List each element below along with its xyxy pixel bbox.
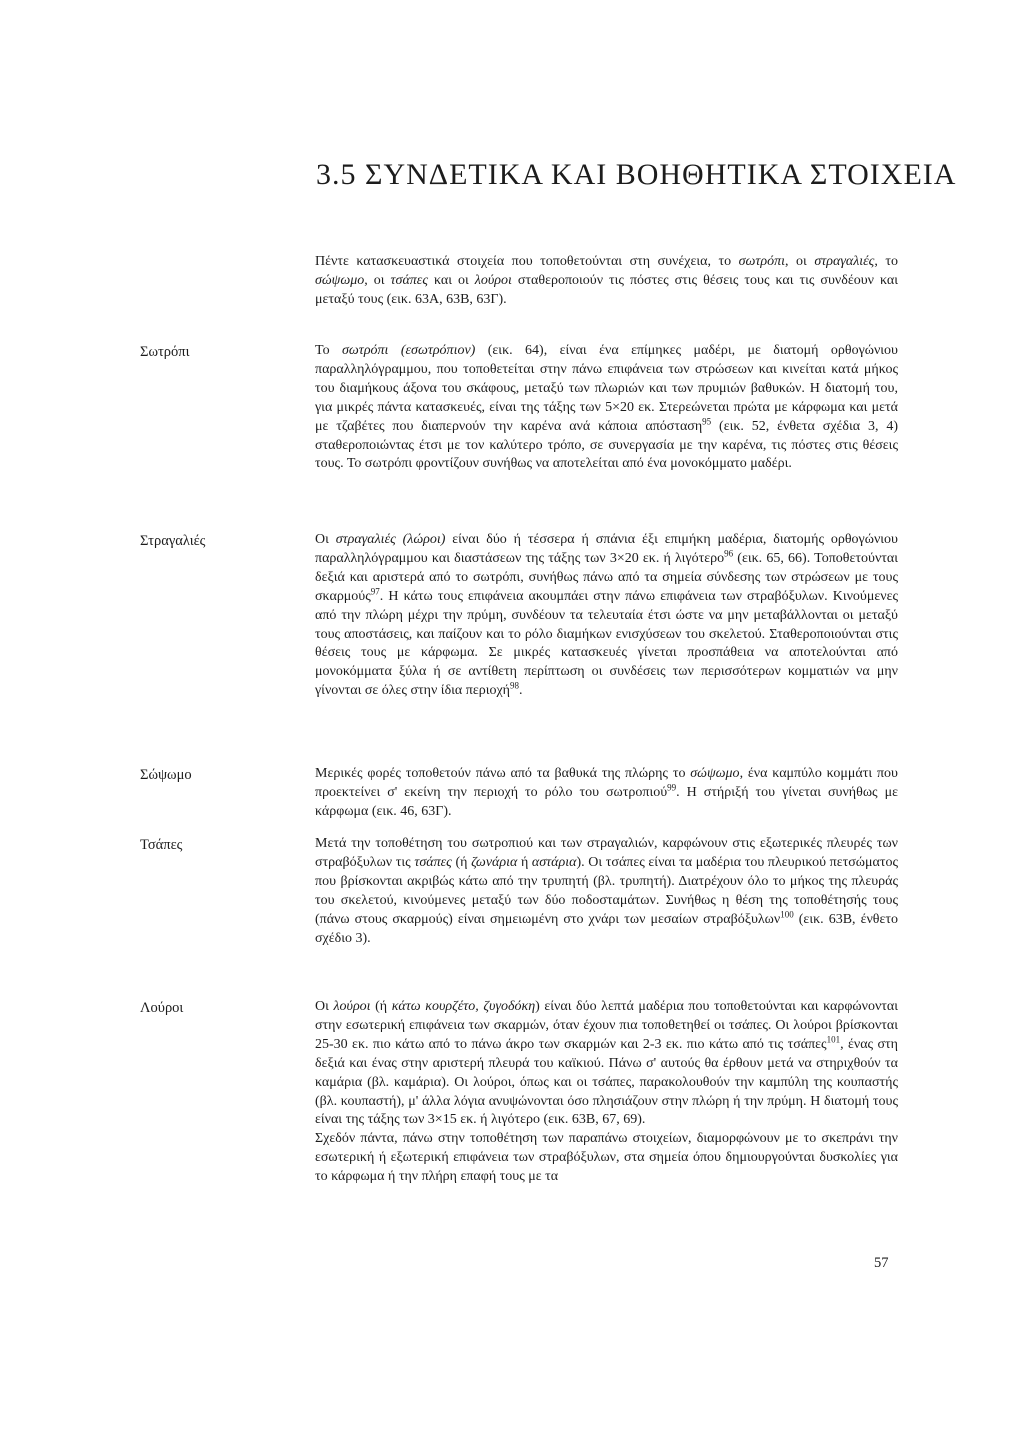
footnote-ref: 101 [826, 1034, 841, 1045]
section-title-louroi: Λούροι [140, 1000, 184, 1016]
footnote-ref: 98 [510, 680, 520, 691]
page-number: 57 [874, 1255, 889, 1271]
page-title: 3.5 ΣΥΝΔΕΤΙΚΑ ΚΑΙ ΒΟΗΘΗΤΙΚΑ ΣΤΟΙΧΕΙΑ [316, 158, 957, 191]
section-title-sopsomo: Σώψωμο [140, 767, 192, 783]
footnote-ref: 95 [702, 415, 712, 426]
footnote-ref: 96 [724, 548, 734, 559]
louroi-paragraph: Οι λούροι (ή κάτω κουρζέτο, ζυγοδόκη) είναι δύο λεπτά μαδέρια που τοποθετούνται και καρφώνονται στην εσωτερική επιφάνεια των σκαρμών, όταν έχουν πια τοποθετηθεί οι τσάπες. Οι λούροι βρίσκονται 25-30 εκ. πιο κάτω από το πάνω άκρο των σκαρμών και 2-3 εκ. πιο κάτω από τις τσάπες$^{101}$, ένας στη δεξιά και ένας στην αριστερή πλευρά του καϊκιού. Πάνω σ' αυτούς θα έρθουν μετά να στηριχθούν τα καμάρια (βλ. καμάρια). Οι λούροι, όπως και οι τσάπες, παρακολουθούν την καμπύλη της κουπαστής (βλ. κουπαστή), μ' άλλα λόγια ανυψώνονται όσο πλησιάζουν στην πλώρη ή την πρύμη. Η διατομή τους είναι της τάξης των 3×15 εκ. ή λιγότερο (εικ. 63Β, 67, 69). Σχεδόν πάντα, πάνω στην τοποθέτηση των παραπάνω στοιχείων, διαμορφώνουν με το σκεπράνι την εσωτερική ή εξωτερική επιφάνεια των στραβόξυλων, στα σημεία όπου δημιουργούνται δυσκολίες για το κάρφωμα ή την πλήρη επαφή τους με τα [315, 999, 898, 1185]
section-title-stragalies: Στραγαλιές [140, 533, 206, 549]
footnote-ref: 100 [780, 908, 794, 919]
tsapes-paragraph: Μετά την τοποθέτηση του σωτροπιού και των στραγαλιών, καρφώνουν στις εξωτερικές πλευρές των στραβόξυλων τις τσάπες (ή ζωνάρια ή αστάρια). Οι τσάπες είναι τα μαδέρια του πλευρικού πετσώματος που βρίσκονται ακριβώς κάτω από την τρυπητή (βλ. τρυπητή). Διατρέχουν όλο το μήκος της πλευράς του σκελετού, κινούμενες μεταξύ των δύο ποδοσταμάτων. Συνήθως η θέση της τοποθέτησής τους (πάνω στους σκαρμούς) είναι σημειωμένη στο χνάρι των μεσαίων στραβόξυλων$^{100}$ (εικ. 63Β, ένθετο σχέδιο 3). [315, 836, 899, 946]
sotropi-paragraph: Το σωτρόπι (εσωτρόπιον) (εικ. 64), είναι ένα επίμηκες μαδέρι, με διατομή ορθογώνιου παραλληλόγραμμου, που τοποθετείται στην πάνω επιφάνεια των στρώσεων και κινείται κατά μήκος του διαμήκους άξονα του σκάφους, μεταξύ των πλωριών και των πρυμιών βαθυκών. Η διατομή του, για μικρές πάντα κατασκευές, είναι της τάξης των 5×20 εκ. Στερεώνεται πρώτα με κάρφωμα και μετά με τζαβέτες που διαπερνούν την καρένα ανά κάποια απόσταση$^{95}$ (εικ. 52, ένθετα σχέδια 3, 4) σταθεροποιώντας έτσι με τον καλύτερο τρόπο, σε συνεργασία με την καρένα, τις πόστες στις θέσεις τους. Το σωτρόπι φροντίζουν συνήθως να αποτελείται από ένα μονοκόμματο μαδέρι. [315, 343, 899, 472]
stragalies-paragraph: Οι στραγαλιές (λώροι) είναι δύο ή τέσσερα ή σπάνια έξι επιμήκη μαδέρια, διατομής ορθογώνιου παραλληλόγραμμου και διαστάσεων της τάξης των 3×20 εκ. ή λιγότερο$^{96}$ (εικ. 65, 66). Τοποθετούνται δεξιά και αριστερά από το σωτρόπι, συνήθως πάνω από τα σημεία σύνδεσης των στρώσεων με τους σκαρμούς$^{97}$. Η κάτω τους επιφάνεια ακουμπάει στην πάνω επιφάνεια των στραβόξυλων. Κινούμενες από την πλώρη μέχρι την πρύμη, συνδέουν τα τελευταία έτσι ώστε να μην μεταβάλλονται οι μεταξύ τους αποστάσεις, και παίζουν και το ρόλο διαμήκων ενισχύσεων του σκελετού. Σταθεροποιούνται στις θέσεις τους με κάρφωμα. Σε μικρές κατασκευές γίνεται προσπάθεια να αποτελούνται από μονοκόμματα ξύλα ή σε αντίθετη περίπτωση οι συνδέσεις των περισσότερων κομματιών να μην γίνονται σε όλες στην ίδια περιοχή$^{98}$. [315, 532, 898, 699]
intro-paragraph: Πέντε κατασκευαστικά στοιχεία που τοποθετούνται στη συνέχεια, το σωτρόπι, οι στραγαλιές, το σώψωμο, οι τσάπες και οι λούροι σταθεροποιούν τις πόστες στις θέσεις τους και τις συνδέουν και μεταξύ τους (εικ. 63Α, 63Β, 63Γ). [315, 254, 898, 307]
section-title-sotropi: Σωτρόπι [140, 344, 190, 360]
sopsomo-paragraph: Μερικές φορές τοποθετούν πάνω από τα βαθυκά της πλώρης το σώψωμο, ένα καμπύλο κομμάτι που προεκτείνει σ' εκείνη την περιοχή το ρόλο του σωτροπιού$^{99}$. Η στήριξή του γίνεται συνήθως με κάρφωμα (εικ. 46, 63Γ). [315, 766, 898, 819]
section-title-tsapes: Τσάπες [140, 837, 183, 853]
footnote-ref: 97 [370, 586, 380, 597]
footnote-ref: 99 [667, 782, 677, 793]
